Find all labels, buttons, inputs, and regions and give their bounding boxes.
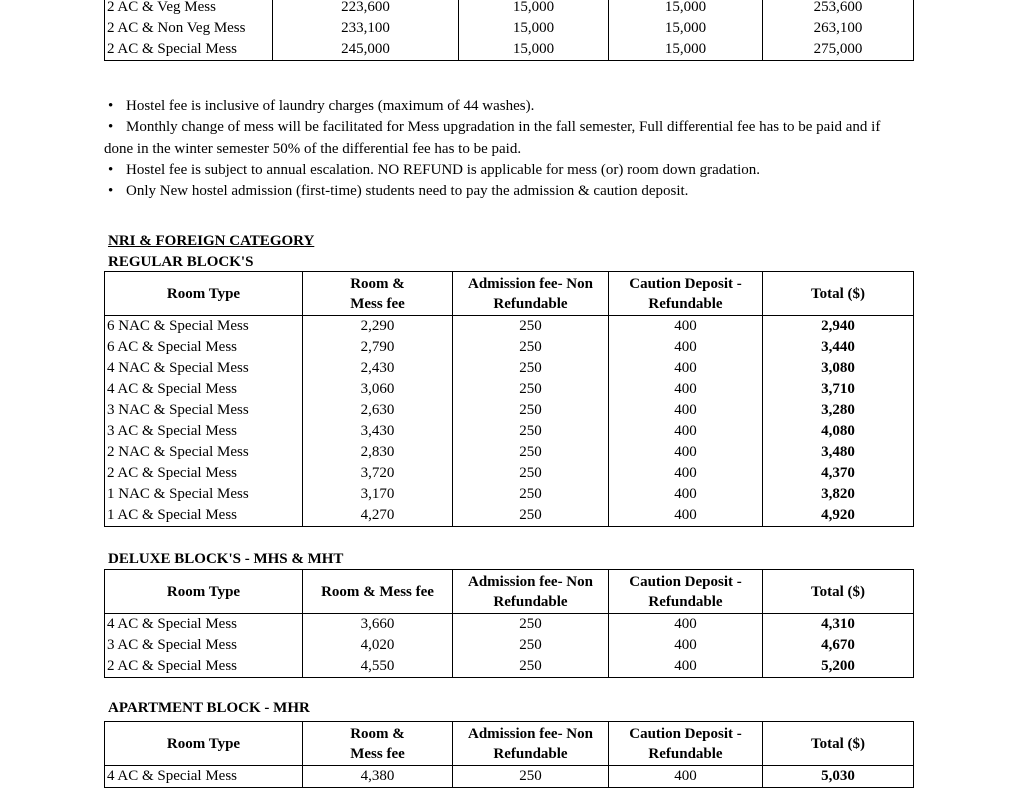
cell-admission-fee: 250 bbox=[453, 400, 609, 421]
cell-total: 4,670 bbox=[763, 635, 914, 656]
cell-total: 3,480 bbox=[763, 442, 914, 463]
deluxe-block-table bbox=[104, 569, 914, 678]
cell-room-type: 6 NAC & Special Mess bbox=[105, 316, 303, 338]
note-item bbox=[104, 96, 904, 117]
cell-caution-deposit: 400 bbox=[609, 337, 763, 358]
cell-total: 3,080 bbox=[763, 358, 914, 379]
cell-caution-deposit: 400 bbox=[609, 316, 763, 338]
cell-room-mess-fee: 2,790 bbox=[303, 337, 453, 358]
table-header-row bbox=[105, 722, 914, 766]
cell-total: 3,710 bbox=[763, 379, 914, 400]
regular-block-heading: REGULAR BLOCK'S bbox=[108, 254, 254, 270]
note-text: Hostel fee is subject to annual escalation. NO REFUND is applicable for mess (or) room down gradation. bbox=[126, 161, 761, 178]
cell-caution-deposit: 400 bbox=[609, 379, 763, 400]
table-row bbox=[105, 379, 914, 400]
table-header-row bbox=[105, 570, 914, 614]
table-row bbox=[105, 505, 914, 527]
cell-room-mess-fee: 2,830 bbox=[303, 442, 453, 463]
cell-room-type: 4 AC & Special Mess bbox=[105, 614, 303, 636]
cell-room-type: 4 AC & Special Mess bbox=[105, 379, 303, 400]
note-text: Monthly change of mess will be facilitated for Mess upgradation in the fall semester, Full differential fee has to be paid and if done in the winter semester 50% of the differential fee has to be paid. bbox=[104, 119, 881, 157]
regular-block-table-body bbox=[105, 316, 914, 527]
table-row bbox=[105, 0, 914, 18]
deluxe-block-table-body bbox=[105, 614, 914, 678]
note-item bbox=[104, 181, 904, 202]
cell-total: 4,310 bbox=[763, 614, 914, 636]
cell-total: 4,080 bbox=[763, 421, 914, 442]
cell-room-mess-fee: 4,270 bbox=[303, 505, 453, 527]
cell-room-mess-fee: 233,100 bbox=[273, 18, 459, 39]
cell-room-mess-fee: 2,630 bbox=[303, 400, 453, 421]
cell-room-type: 2 AC & Special Mess bbox=[105, 463, 303, 484]
header-caution-deposit: Caution Deposit - Refundable bbox=[609, 722, 763, 766]
cell-room-type: 2 AC & Special Mess bbox=[105, 656, 303, 678]
cell-room-type: 2 AC & Non Veg Mess bbox=[105, 18, 273, 39]
cell-caution-deposit: 400 bbox=[609, 766, 763, 788]
cell-room-type: 3 NAC & Special Mess bbox=[105, 400, 303, 421]
table-row bbox=[105, 18, 914, 39]
bullet-icon: • bbox=[108, 98, 114, 114]
table-row bbox=[105, 316, 914, 338]
cell-admission-fee: 250 bbox=[453, 337, 609, 358]
cell-caution-deposit: 400 bbox=[609, 400, 763, 421]
cell-room-type: 6 AC & Special Mess bbox=[105, 337, 303, 358]
header-total: Total ($) bbox=[763, 722, 914, 766]
cell-room-type: 3 AC & Special Mess bbox=[105, 635, 303, 656]
cell-admission-fee: 250 bbox=[453, 421, 609, 442]
top-fee-table bbox=[104, 0, 914, 61]
regular-block-table bbox=[104, 271, 914, 527]
cell-total: 5,030 bbox=[763, 766, 914, 788]
header-admission-fee: Admission fee- Non Refundable bbox=[453, 272, 609, 316]
cell-total: 3,440 bbox=[763, 337, 914, 358]
header-room-mess-fee: Room & Mess fee bbox=[303, 722, 453, 766]
table-row bbox=[105, 39, 914, 61]
cell-room-mess-fee: 3,170 bbox=[303, 484, 453, 505]
apartment-block-heading: APARTMENT BLOCK - MHR bbox=[108, 700, 310, 716]
table-row bbox=[105, 421, 914, 442]
table-header-row bbox=[105, 272, 914, 316]
header-admission-fee: Admission fee- Non Refundable bbox=[453, 722, 609, 766]
cell-room-mess-fee: 3,660 bbox=[303, 614, 453, 636]
top-fee-table-body bbox=[105, 0, 914, 61]
cell-admission-fee: 250 bbox=[453, 505, 609, 527]
cell-room-type: 1 NAC & Special Mess bbox=[105, 484, 303, 505]
table-row bbox=[105, 358, 914, 379]
cell-room-type: 2 NAC & Special Mess bbox=[105, 442, 303, 463]
cell-admission-fee: 15,000 bbox=[459, 39, 609, 61]
header-total: Total ($) bbox=[763, 272, 914, 316]
apartment-block-table bbox=[104, 721, 914, 788]
cell-total: 4,920 bbox=[763, 505, 914, 527]
table-row bbox=[105, 766, 914, 788]
cell-admission-fee: 250 bbox=[453, 463, 609, 484]
hostel-fee-notes bbox=[104, 96, 904, 202]
cell-room-type: 1 AC & Special Mess bbox=[105, 505, 303, 527]
cell-admission-fee: 250 bbox=[453, 316, 609, 338]
cell-admission-fee: 15,000 bbox=[459, 18, 609, 39]
bullet-icon: • bbox=[108, 183, 114, 200]
cell-caution-deposit: 400 bbox=[609, 484, 763, 505]
cell-total: 5,200 bbox=[763, 656, 914, 678]
note-item bbox=[104, 160, 904, 181]
cell-total: 2,940 bbox=[763, 316, 914, 338]
header-room-type: Room Type bbox=[105, 272, 303, 316]
header-caution-deposit: Caution Deposit - Refundable bbox=[609, 570, 763, 614]
header-total: Total ($) bbox=[763, 570, 914, 614]
cell-caution-deposit: 15,000 bbox=[609, 39, 763, 61]
table-row bbox=[105, 614, 914, 636]
cell-caution-deposit: 400 bbox=[609, 505, 763, 527]
cell-admission-fee: 250 bbox=[453, 635, 609, 656]
deluxe-block-heading: DELUXE BLOCK'S - MHS & MHT bbox=[108, 551, 344, 567]
cell-caution-deposit: 15,000 bbox=[609, 18, 763, 39]
table-row bbox=[105, 442, 914, 463]
table-row bbox=[105, 400, 914, 421]
cell-caution-deposit: 15,000 bbox=[609, 0, 763, 18]
note-item bbox=[104, 117, 904, 160]
table-row bbox=[105, 337, 914, 358]
cell-room-type: 4 NAC & Special Mess bbox=[105, 358, 303, 379]
header-room-mess-fee: Room & Mess fee bbox=[303, 570, 453, 614]
cell-caution-deposit: 400 bbox=[609, 656, 763, 678]
table-row bbox=[105, 656, 914, 678]
bullet-icon: • bbox=[108, 119, 114, 136]
nri-category-heading: NRI & FOREIGN CATEGORY bbox=[108, 233, 315, 249]
cell-room-type: 3 AC & Special Mess bbox=[105, 421, 303, 442]
apartment-block-table-body bbox=[105, 766, 914, 788]
cell-total: 4,370 bbox=[763, 463, 914, 484]
header-admission-fee: Admission fee- Non Refundable bbox=[453, 570, 609, 614]
cell-admission-fee: 250 bbox=[453, 614, 609, 636]
note-text: Only New hostel admission (first-time) students need to pay the admission & caution deposit. bbox=[126, 183, 689, 200]
cell-room-type: 2 AC & Veg Mess bbox=[105, 0, 273, 18]
cell-caution-deposit: 400 bbox=[609, 614, 763, 636]
cell-total: 3,820 bbox=[763, 484, 914, 505]
cell-room-mess-fee: 3,720 bbox=[303, 463, 453, 484]
cell-caution-deposit: 400 bbox=[609, 635, 763, 656]
cell-room-mess-fee: 4,550 bbox=[303, 656, 453, 678]
cell-caution-deposit: 400 bbox=[609, 442, 763, 463]
cell-admission-fee: 250 bbox=[453, 656, 609, 678]
cell-caution-deposit: 400 bbox=[609, 463, 763, 484]
cell-room-mess-fee: 3,060 bbox=[303, 379, 453, 400]
cell-room-mess-fee: 2,430 bbox=[303, 358, 453, 379]
cell-room-mess-fee: 2,290 bbox=[303, 316, 453, 338]
cell-total: 3,280 bbox=[763, 400, 914, 421]
header-room-type: Room Type bbox=[105, 722, 303, 766]
header-room-mess-fee: Room & Mess fee bbox=[303, 272, 453, 316]
cell-admission-fee: 250 bbox=[453, 358, 609, 379]
table-row bbox=[105, 463, 914, 484]
cell-total: 263,100 bbox=[763, 18, 914, 39]
cell-admission-fee: 250 bbox=[453, 379, 609, 400]
cell-caution-deposit: 400 bbox=[609, 358, 763, 379]
header-caution-deposit: Caution Deposit - Refundable bbox=[609, 272, 763, 316]
cell-admission-fee: 250 bbox=[453, 484, 609, 505]
cell-room-mess-fee: 3,430 bbox=[303, 421, 453, 442]
cell-room-type: 4 AC & Special Mess bbox=[105, 766, 303, 788]
cell-room-mess-fee: 4,380 bbox=[303, 766, 453, 788]
cell-room-mess-fee: 223,600 bbox=[273, 0, 459, 18]
cell-admission-fee: 250 bbox=[453, 442, 609, 463]
cell-room-type: 2 AC & Special Mess bbox=[105, 39, 273, 61]
cell-total: 275,000 bbox=[763, 39, 914, 61]
table-row bbox=[105, 484, 914, 505]
cell-total: 253,600 bbox=[763, 0, 914, 18]
bullet-icon: • bbox=[108, 161, 114, 178]
cell-room-mess-fee: 245,000 bbox=[273, 39, 459, 61]
cell-admission-fee: 250 bbox=[453, 766, 609, 788]
header-room-type: Room Type bbox=[105, 570, 303, 614]
table-row bbox=[105, 635, 914, 656]
note-text: Hostel fee is inclusive of laundry charges (maximum of 44 washes). bbox=[126, 98, 535, 114]
cell-admission-fee: 15,000 bbox=[459, 0, 609, 18]
cell-caution-deposit: 400 bbox=[609, 421, 763, 442]
cell-room-mess-fee: 4,020 bbox=[303, 635, 453, 656]
